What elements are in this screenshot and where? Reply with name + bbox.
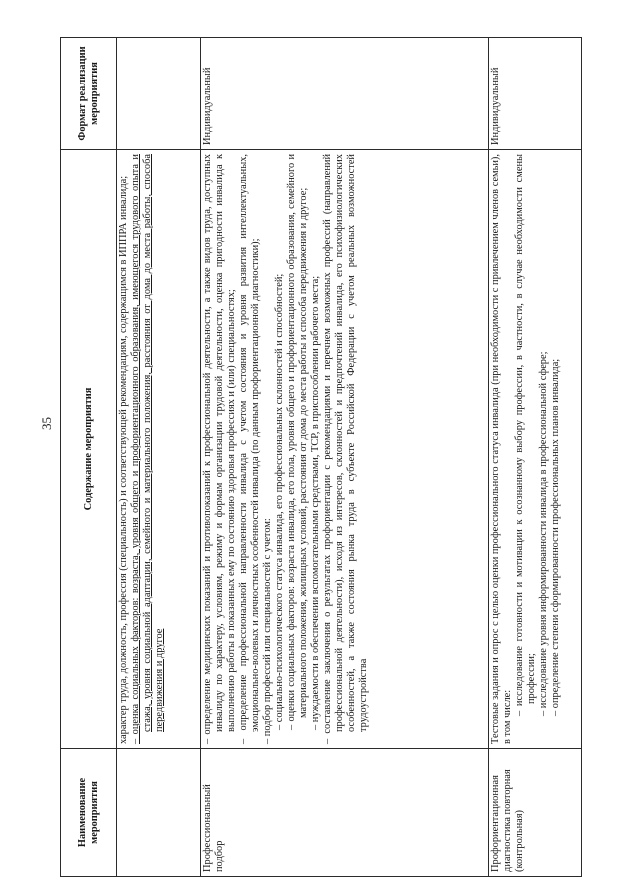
content-line: Тестовые задания и опрос с целью оценки профессионального статуса инвалида (при необходимости с привлечением членов семьи), в том числе:	[490, 154, 513, 744]
header-format: Формат реализации мероприятия	[61, 38, 117, 150]
row1-content	[201, 150, 489, 749]
content-line: – оценки социальных факторов: возраста инвалида, его пола, уровня общего и профориентационного образования, семейного и материального положения, жилищных условий, расстояния от дома до места работы и способа передвижения и другое;	[286, 154, 309, 730]
content-line: – составление заключения о результатах профориентации с рекомендациями и перечнем возможных профессий (направлений профессиональной деятельности), исходя из интересов, склонностей и предпочтений инвалида, его психофизиологических особенностей, а также состояния рынка труда в субъекте Российской Федерации с учетом реальных возможностей трудоустройства	[322, 154, 369, 744]
content-line: – социально-психологического статуса инвалида, его профессиональных склонностей и способностей;	[274, 273, 285, 730]
row1-format: Индивидуальный	[201, 38, 489, 150]
content-line: – определение медицинских показаний и противопоказаний к профессиональной деятельности, а также видов труда, доступных инвалиду по характеру, условиям, режиму и формам организации трудовой деятельности, оценка пригодности инвалида к выполнению работы в показанных ему по состоянию здоровья профессиях и (или) специальностях;	[202, 154, 237, 744]
row0-name	[117, 749, 201, 877]
content-line: – подбор профессий или специальностей с учетом:	[262, 518, 273, 744]
rotated-page	[60, 37, 582, 877]
page-number: 35	[39, 417, 54, 430]
row0-format	[117, 38, 201, 150]
content-line: – исследование готовности и мотивации к осознанному выбору профессии, в частности, в случае необходимости смены профессии;	[514, 154, 537, 716]
row1-name: Профессиональный подбор	[201, 749, 489, 877]
table-row	[489, 38, 582, 877]
activity-table	[60, 37, 582, 877]
row2-format: Индивидуальный	[489, 38, 582, 150]
content-line: – определение профессиональной направленности инвалида с учетом состояния и уровня развития интеллектуальных, эмоционально-волевых и личностных особенностей инвалида (по данным профориентационной диагностики);	[238, 154, 261, 744]
content-line: – оценка социальных факторов: возраста, уровня общего и профориентационного образования, имеющегося трудового опыта и стажа, уровня социальной адаптации, семейного и материального положения, расстояния от дома до места работы, способа передвижения и другое	[130, 154, 165, 744]
row0-content	[117, 150, 201, 749]
table-header-row	[61, 38, 117, 877]
header-name: Наименование мероприятия	[61, 749, 117, 877]
table-row	[201, 38, 489, 877]
table-row	[117, 38, 201, 877]
content-line: – нуждаемости в обеспечении вспомогательными средствами, ТСР, в приспособлении рабочего места;	[310, 275, 321, 730]
content-line: – исследование уровня информированности инвалида в профессиональной сфере;	[538, 351, 549, 716]
header-content: Содержание мероприятия	[61, 150, 117, 749]
content-line: характер труда, должность, профессия (специальность) и соответствующей рекомендациям, содержащимся в ИППРА инвалида;	[118, 175, 129, 744]
row2-content	[489, 150, 582, 749]
row2-name: Профориентационная диагностика повторная (контрольная)	[489, 749, 582, 877]
content-line: – определение степени сформированности профессиональных планов инвалида;	[550, 358, 561, 716]
